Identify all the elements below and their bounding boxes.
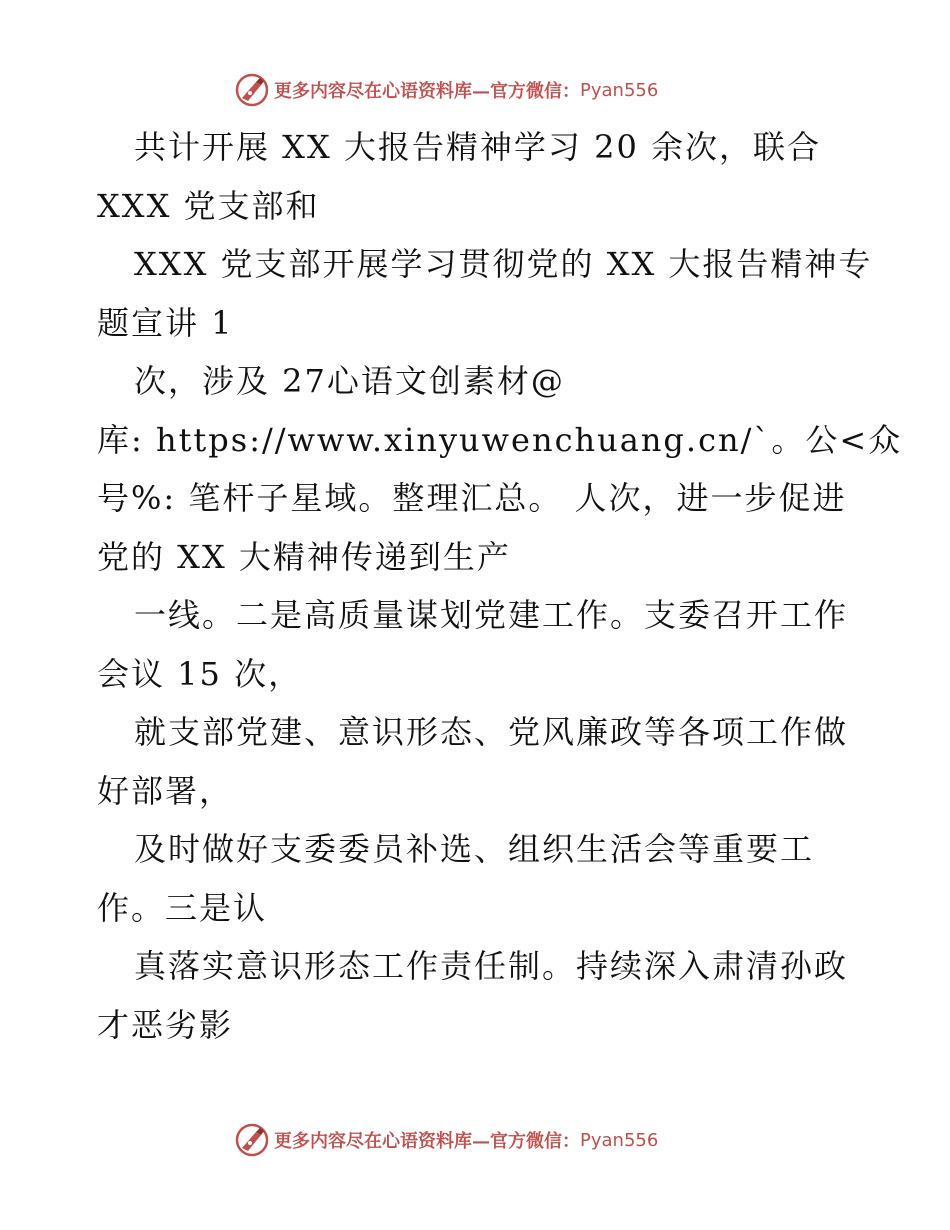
header-banner: [234, 70, 658, 110]
text-line: XXX 党支部和: [97, 186, 320, 225]
text-line: XXX 党支部开展学习贯彻党的 XX 大报告精神专: [134, 245, 873, 283]
header-slogan: 更多内容尽在心语资料库—官方微信：: [274, 81, 580, 102]
header-wechat-id: Pyan556: [580, 79, 659, 101]
text-line: 党的 XX 大精神传递到生产: [97, 537, 511, 576]
text-line: 作。三是认: [97, 888, 268, 927]
text-line: 真落实意识形态工作责任制。持续深入肃清孙政: [134, 947, 849, 985]
footer-banner: [234, 1120, 658, 1160]
text-line: 库: https://www.xinyuwenchuang.cn/`。公<众: [97, 420, 903, 459]
text-line: 一线。二是高质量谋划党建工作。支委召开工作: [134, 596, 849, 634]
text-line: 才恶劣影: [97, 1005, 234, 1044]
pen-nib-logo-icon: [234, 1122, 270, 1158]
footer-wechat-id: Pyan556: [580, 1129, 659, 1151]
text-line: 好部署，: [97, 771, 234, 810]
text-line: 题宣讲 1: [97, 303, 234, 342]
document-body: [97, 118, 903, 1054]
text-line: 就支部党建、意识形态、党风廉政等各项工作做: [134, 713, 849, 751]
text-line: 号%: 笔杆子星域。整理汇总。 人次，进一步促进: [97, 479, 847, 517]
text-line: 次，涉及 27心语文创素材@: [134, 362, 565, 400]
footer-slogan: 更多内容尽在心语资料库—官方微信：: [274, 1131, 580, 1152]
text-line: 会议 15 次，: [97, 654, 303, 693]
pen-nib-logo-icon: [234, 72, 270, 108]
text-line: 及时做好支委委员补选、组织生活会等重要工: [134, 830, 815, 868]
text-line: 共计开展 XX 大报告精神学习 20 余次，联合: [134, 128, 821, 166]
